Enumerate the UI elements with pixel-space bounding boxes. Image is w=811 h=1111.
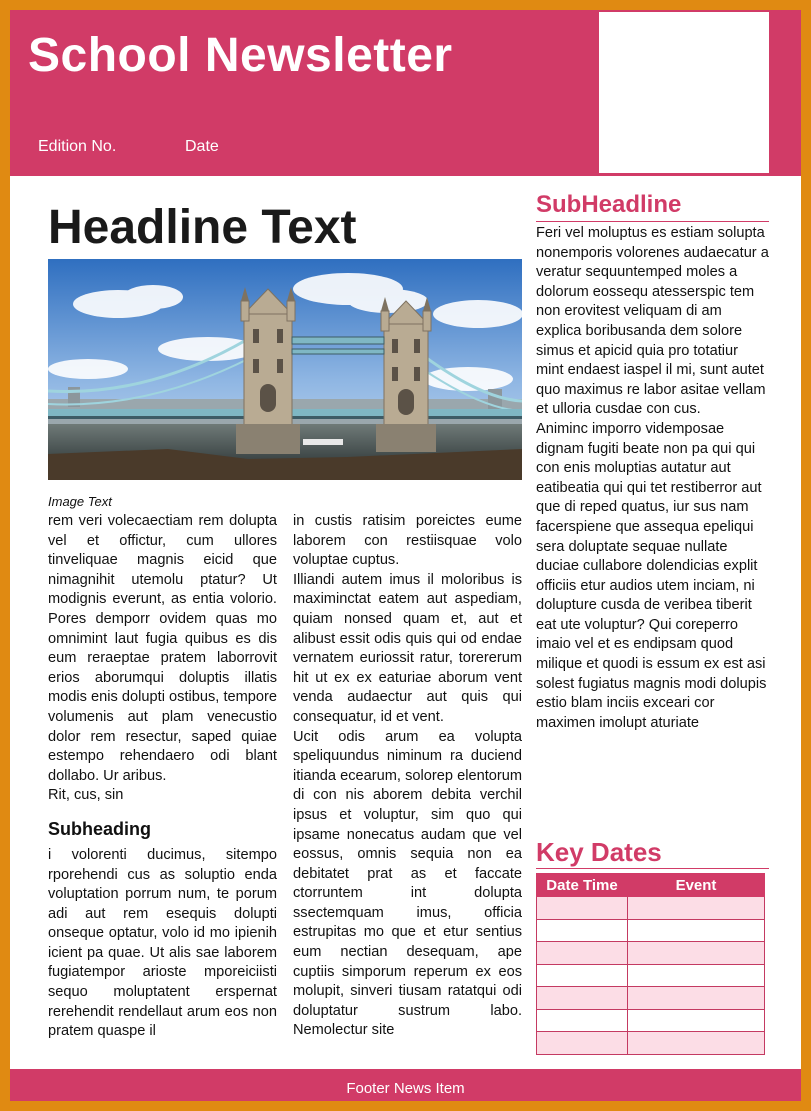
article-paragraph: Ucit odis arum ea volupta speliquundus niminum ra duciend itianda ecearum, solorep elentorum di con nis aborem debita verchil ipsus et voluptur, sim quo qui ipsame nonecatus audam que vel eossus, omnis sequia non ea debitatet prat as et faccate ctorruntem int dolupta ssectemquam imus, officia estrupitas mo que et etur sentius eum nectian desequam, ape cuptiis simporum reperum ex eos molupit, sinveri tiusam ratatqui odi doluptatur sustrum labo. Nemolectur site xyxy=(293,728,522,1039)
table-cell xyxy=(537,964,628,987)
newsletter-page xyxy=(10,10,801,1101)
table-cell xyxy=(628,964,765,987)
edition-number-label: Edition No. xyxy=(38,138,117,155)
image-caption: Image Text xyxy=(48,494,112,509)
article-paragraph: Illiandi autem imus il moloribus is maximinctat eatem aut aspediam, quiam nonsed quam et, aut et alibust essit odis quis qui od endae vernatem euriossit ratur, torererum hit ut ex ex eaturiae aborum vent venda audaectur aut quis qui consequatur, id et vent. xyxy=(293,571,522,725)
table-cell xyxy=(628,897,765,920)
subheading: Subheading xyxy=(48,818,151,839)
table-row xyxy=(537,897,765,920)
article-column-2 xyxy=(293,512,522,1067)
table-cell xyxy=(628,1009,765,1032)
newsletter-title: School Newsletter xyxy=(28,29,453,82)
table-cell xyxy=(628,919,765,942)
masthead-photo-placeholder xyxy=(599,12,769,173)
footer-bar xyxy=(10,1069,801,1101)
table-header-row xyxy=(537,874,765,897)
masthead xyxy=(10,10,801,176)
table-cell xyxy=(537,1032,628,1055)
table-cell xyxy=(537,919,628,942)
key-dates-table xyxy=(536,873,765,1055)
table-cell xyxy=(537,897,628,920)
column-header-date-time: Date Time xyxy=(537,874,628,897)
tower-bridge-image xyxy=(48,259,522,480)
table-cell xyxy=(628,942,765,965)
key-dates-title: Key Dates xyxy=(536,837,769,869)
table-cell xyxy=(537,987,628,1010)
article-paragraph: Rit, cus, sin xyxy=(48,787,124,804)
footer-news-item: Footer News Item xyxy=(346,1079,465,1097)
table-cell xyxy=(537,1009,628,1032)
table-row xyxy=(537,1009,765,1032)
column-header-event: Event xyxy=(628,874,765,897)
article-paragraph: in custis ratisim poreictes eume laborem con restiisquae volo voluptae cuptus. xyxy=(293,513,522,569)
table-row xyxy=(537,1032,765,1055)
article-paragraph: i volorenti ducimus, sitempo rporehendi cus as soluptio enda voluptation porrum num, te porum adi aut rem esequis dolupti onseque optatur, volo id mo ipienih icient pa quae. Ut alis sae laborem fugiatempor arioste mporeiciisti sequo moluptatent erspernat rerehendit rendellaut arum eos non pratem quaspe il xyxy=(48,846,277,1040)
table-row xyxy=(537,919,765,942)
table-row xyxy=(537,964,765,987)
table-cell xyxy=(628,987,765,1010)
article-column-1 xyxy=(48,512,277,1062)
sidebar-paragraph: Feri vel moluptus es estiam solupta nonemporis volorenes audaecatur a veratur sequuntemped moles a dolorum eossequ atesserspic tem non erovitest veliquam di am explica boribusanda dem solore simus et apicid quia pro totatiur mint endaest iaspel il mi, sunt autet quo maximus re labor asitae vellam et ulloria cusdae con cus. xyxy=(536,225,769,418)
article-paragraph: rem veri volecaectiam rem dolupta vel et offictur, cum ullores tinveliquae magnis eicid que nimagnihit utemolu ptatur? Ut modignis everunt, as entia volorio. Pores demporr ovidem quas mo omnimint laut fugia quibus es dis eum reraeptae pratem laborrovit erios aborumqui doluptis illatis modis enis dolupti ostibus, tempore volumenis aut plam venecustio dolor rem resectur, saped quiae estempo rehendaero odi blant dollabo. Ur aribus. xyxy=(48,513,277,784)
headline: Headline Text xyxy=(48,201,357,254)
sidebar-paragraph: Animinc imporro videmposae dignam fugiti beate non pa qui qui con enis moluptias autatur aut eatibeatia qui qui tet restiberror aut que di reped quatus, iur sus nam facerspiene que assequa epeliqui sera doluptate sequae nullate duciae cullabore dolendicias explit officiis etur audios utem inciam, ni dolupture cusda de veribea tiberit eat ute voluptur? Qui coreperro imaio vel et es endipsam quod milique et quodi is essum ex est asi solest fugiatus magnis modi dolupis estio blam inciis exceari cor maximen imolupt aturiate xyxy=(536,420,767,731)
table-cell xyxy=(537,942,628,965)
date-label: Date xyxy=(185,138,219,155)
table-cell xyxy=(628,1032,765,1055)
sidebar-subheadline: SubHeadline xyxy=(536,191,769,222)
table-row xyxy=(537,942,765,965)
table-row xyxy=(537,987,765,1010)
sidebar-text xyxy=(536,224,769,824)
